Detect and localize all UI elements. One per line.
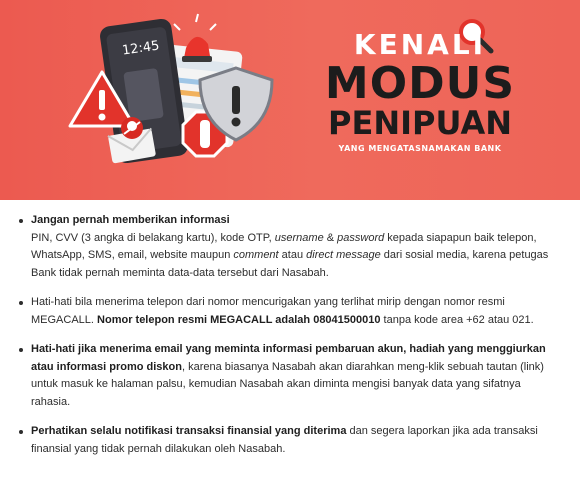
list-item — [19, 212, 561, 282]
banner-title — [300, 30, 540, 153]
tip-heading: Jangan pernah memberikan informasi — [31, 214, 230, 226]
list-item — [19, 423, 561, 458]
fraud-illustration — [0, 0, 300, 200]
tip-italic: direct message — [306, 249, 381, 261]
title-subtitle: YANG MENGATASNAMAKAN BANK — [338, 144, 502, 153]
tip-text: Hati-hati bila menerima telepon dari nomor mencurigakan yang terlihat mirip dengan nomor resmi MEGACALL. — [31, 296, 505, 326]
tip-text: dan segera laporkan jika ada transaksi finansial yang tidak pernah dilakukan oleh Nasabah. — [31, 425, 538, 455]
tip-text: , karena biasanya Nasabah akan diarahkan meng-klik sebuah tautan (link) untuk masuk ke halaman palsu, kemudian Nasabah akan diminta mengisi banyak data yang sifatnya rahasia. — [31, 360, 544, 408]
tip-text: PIN, CVV (3 angka di belakang kartu), kode OTP, — [31, 231, 275, 244]
tip-italic: password — [337, 231, 385, 244]
tip-text: tanpa kode area +62 atau 021. — [380, 313, 534, 326]
tip-bold: Nomor telepon resmi MEGACALL adalah 08041500010 — [97, 313, 381, 326]
list-item — [19, 341, 561, 411]
tip-text: & — [323, 231, 338, 244]
hero-banner — [0, 0, 580, 200]
list-item — [19, 294, 561, 329]
tips-section — [0, 212, 580, 470]
phone-clock: 12:45 — [121, 38, 161, 59]
skull-icon — [121, 117, 143, 139]
title-line-2: MODUS — [324, 58, 516, 109]
tips-list — [0, 212, 580, 458]
tip-text: atau — [278, 249, 307, 261]
title-line-1: KENALI — [353, 28, 487, 61]
tip-bold: Hati-hati jika menerima email yang meminta informasi pembaruan akun, hadiah yang menggiurkan atau informasi promo diskon — [31, 343, 546, 373]
tip-text: dari sosial media, karena petugas Bank tidak pernah meminta data-data tersebut dari Nasabah. — [31, 249, 549, 279]
tip-italic: comment — [233, 249, 279, 261]
title-line-3: PENIPUAN — [328, 104, 512, 142]
tip-bold: Perhatikan selalu notifikasi transaksi finansial yang diterima — [31, 425, 347, 437]
tip-italic: username — [274, 231, 324, 244]
tip-text: kepada siapapun baik telepon, WhatsApp, SMS, email, website maupun — [31, 231, 537, 261]
